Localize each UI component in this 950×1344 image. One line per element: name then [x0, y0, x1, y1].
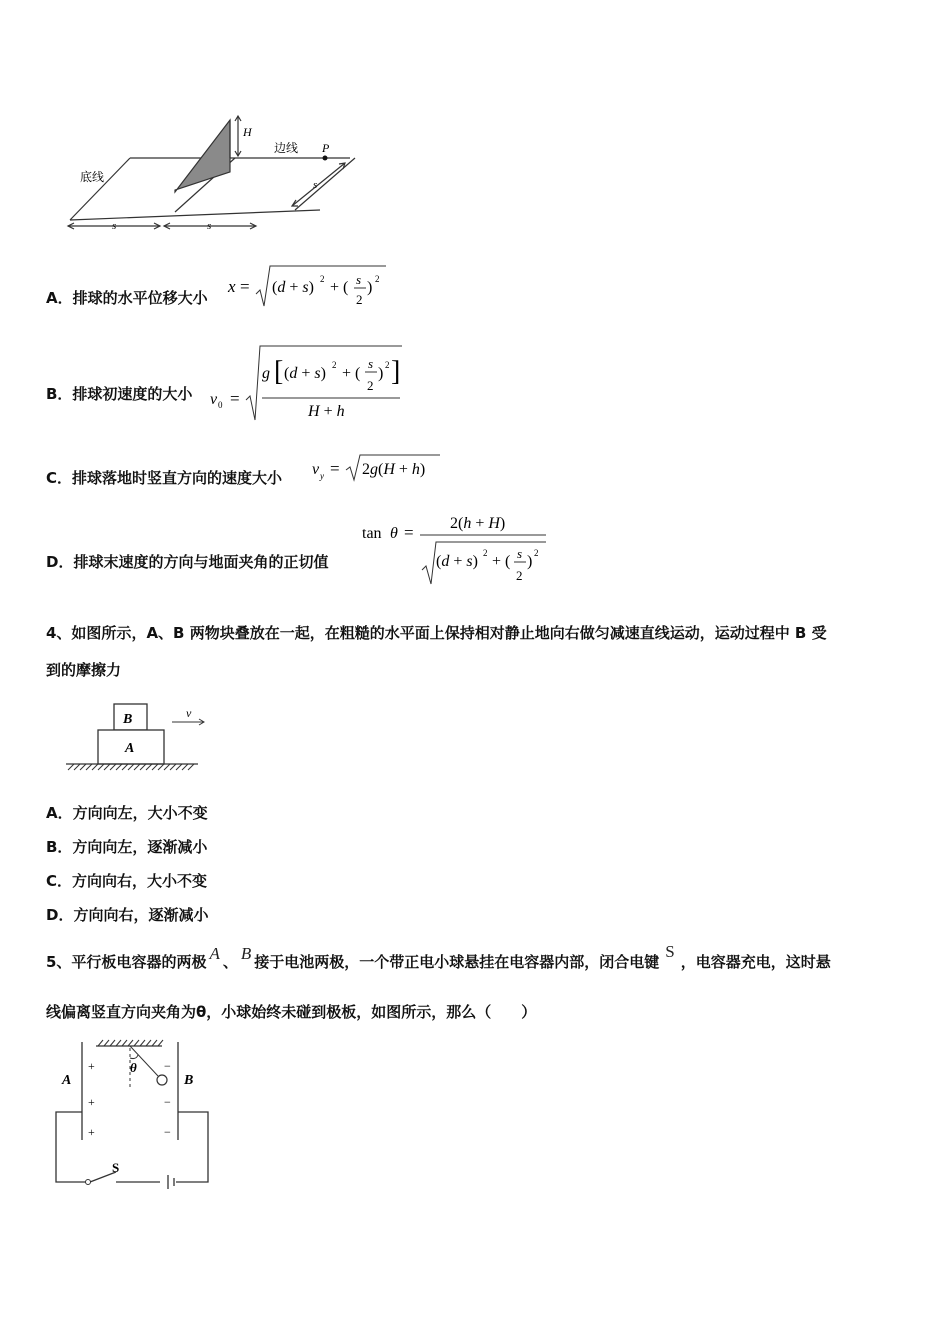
velocity-label: v: [186, 706, 192, 720]
volleyball-court-figure: [60, 108, 370, 238]
svg-text:2: 2: [516, 568, 523, 583]
q3-option-b-formula: [208, 342, 408, 422]
q5-stem-line2: 线偏离竖直方向夹角为θ，小球始终未碰到极板，如图所示，那么（ ）: [46, 1003, 537, 1021]
plate-a-symbol: A: [209, 944, 220, 963]
fig-plate-a-label: A: [62, 1073, 72, 1088]
sideline-label: 边线: [274, 141, 299, 155]
svg-text:H + h: H + h: [308, 403, 345, 420]
q5-stem-line1: [46, 942, 831, 972]
svg-text:θ: θ: [390, 525, 398, 542]
svg-text:0: 0: [218, 400, 223, 410]
svg-text:s: s: [368, 356, 374, 371]
svg-text:=: =: [404, 523, 414, 542]
distance-label-2: s: [207, 220, 212, 232]
q4-stem-line2: 到的摩擦力: [46, 661, 122, 679]
svg-text:(d + s): (d + s): [284, 365, 326, 382]
svg-text:2: 2: [356, 292, 363, 307]
svg-text:2: 2: [385, 360, 390, 370]
svg-text:2g(H + h): 2g(H + h): [362, 461, 426, 478]
q4-option-a: A．方向向左，大小不变: [46, 804, 208, 822]
switch-symbol: S: [665, 942, 675, 961]
svg-text:2: 2: [534, 548, 539, 558]
svg-text:y: y: [320, 471, 324, 481]
q3-option-d-text: D．排球末速度的方向与地面夹角的正切值: [46, 553, 329, 571]
q3-option-a-text: A．排球的水平位移大小: [46, 289, 208, 307]
svg-text:]: ]: [391, 356, 401, 387]
svg-text:+ (: + (: [342, 365, 361, 382]
svg-text:tan: tan: [362, 525, 382, 542]
q3-option-c-formula: [310, 452, 450, 486]
q4-stem-line1: 4、如图所示，A、B 两物块叠放在一起，在粗糙的水平面上保持相对静止地向右做匀减速直线运动，运动过程中 B 受: [46, 624, 827, 642]
block-a-label: A: [125, 741, 135, 756]
minus-sign-1: −: [164, 1059, 171, 1073]
svg-text:2(h + H): 2(h + H): [450, 515, 506, 532]
q4-option-c: C．方向向右，大小不变: [46, 872, 208, 890]
fig-plate-b-label: B: [184, 1073, 194, 1088]
point-p-marker: [323, 156, 328, 161]
q5-stem-part2: 接于电池两极，一个带正电小球悬挂在电容器内部，闭合电键: [254, 953, 660, 971]
q5-stem-part3: ，电容器充电，这时悬: [680, 953, 831, 971]
q5-stem-part1: 5、平行板电容器的两极: [46, 953, 207, 971]
svg-text:(d + s): (d + s): [272, 279, 314, 296]
svg-text:): ): [378, 365, 384, 382]
q3-option-b-text: B．排球初速度的大小: [46, 385, 193, 403]
svg-text:x: x: [228, 277, 236, 296]
svg-text:=: =: [330, 459, 340, 478]
svg-text:2: 2: [367, 378, 374, 393]
fig-switch-label: S: [112, 1160, 120, 1175]
q3-option-c-text: C．排球落地时竖直方向的速度大小: [46, 469, 283, 487]
q4-option-d: D．方向向右，逐渐减小: [46, 906, 209, 924]
svg-text:): ): [367, 279, 373, 296]
svg-text:[: [: [274, 356, 284, 387]
distance-label-1: s: [112, 220, 117, 232]
svg-text:2: 2: [375, 274, 380, 284]
svg-text:): ): [527, 553, 533, 570]
svg-text:+ (: + (: [492, 553, 511, 570]
svg-text:s: s: [356, 272, 362, 287]
minus-sign-3: −: [164, 1125, 171, 1139]
point-p-label: P: [322, 141, 330, 155]
minus-sign-2: −: [164, 1095, 171, 1109]
plus-sign-1: +: [88, 1059, 95, 1073]
svg-text:2: 2: [320, 274, 325, 284]
q4-blocks-figure: [62, 700, 212, 780]
block-b-label: B: [123, 712, 133, 727]
q4-option-b: B．方向向左，逐渐减小: [46, 838, 208, 856]
plate-b-symbol: B: [240, 944, 252, 963]
svg-text:=: =: [240, 277, 250, 296]
q3-option-d-formula: [360, 508, 560, 590]
q3-option-a-formula: [226, 260, 396, 315]
svg-text:v: v: [312, 461, 320, 478]
svg-text:g: g: [262, 365, 270, 382]
baseline-label: 底线: [80, 170, 105, 184]
height-label: H: [243, 125, 252, 139]
plus-sign-3: +: [88, 1125, 95, 1139]
svg-text:(d + s): (d + s): [436, 553, 478, 570]
distance-label-3: s: [313, 179, 318, 191]
svg-text:2: 2: [483, 548, 488, 558]
svg-text:+ (: + (: [330, 279, 349, 296]
q5-capacitor-figure: [50, 1036, 220, 1191]
svg-text:v: v: [210, 391, 218, 408]
q5-sep: 、: [222, 953, 238, 971]
svg-text:=: =: [230, 389, 240, 408]
angle-theta-label: θ: [130, 1060, 137, 1075]
plus-sign-2: +: [88, 1095, 95, 1109]
svg-text:2: 2: [332, 360, 337, 370]
svg-text:s: s: [517, 546, 523, 561]
